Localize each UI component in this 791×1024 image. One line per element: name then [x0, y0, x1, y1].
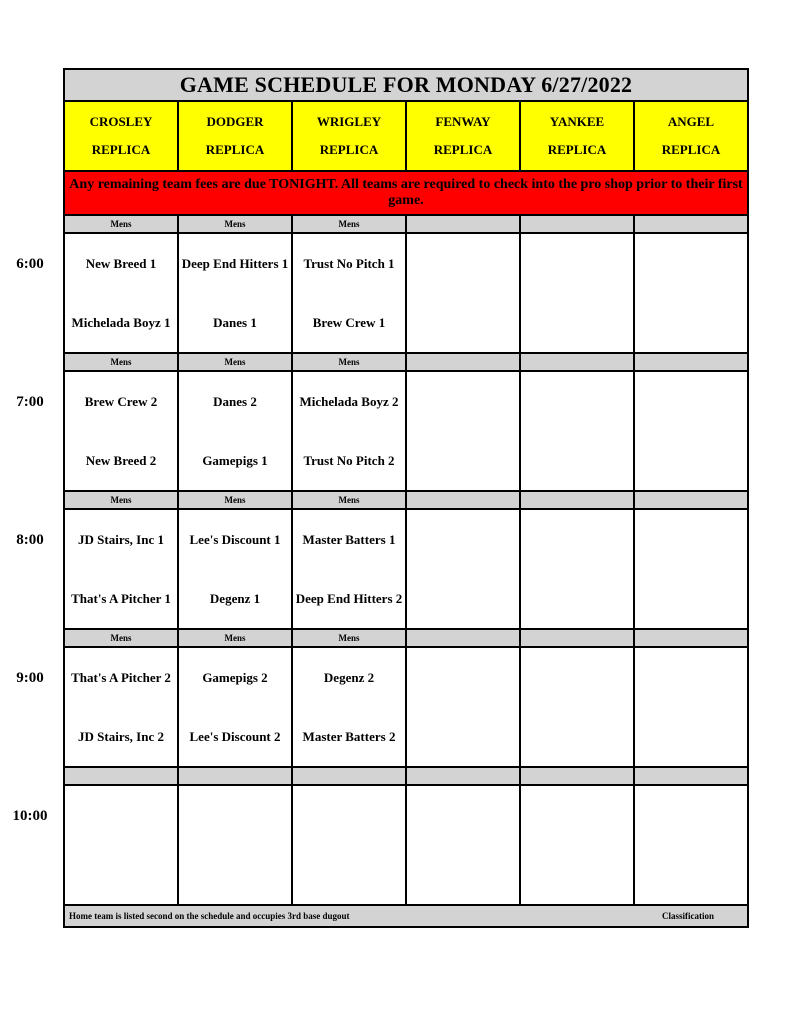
away-team	[635, 510, 747, 569]
division-label	[407, 354, 521, 370]
division-label	[407, 216, 521, 232]
game-cell	[293, 372, 407, 490]
away-team	[635, 372, 747, 431]
game-cell	[521, 786, 635, 904]
away-team	[407, 648, 519, 707]
home-team	[521, 293, 633, 352]
field-name: ANGEL	[667, 114, 715, 129]
game-row	[65, 786, 747, 906]
away-team	[407, 372, 519, 431]
field-name: DODGER	[206, 114, 264, 129]
away-team	[635, 234, 747, 293]
schedule-table	[63, 68, 749, 928]
home-team	[293, 845, 405, 904]
away-team: Master Batters 1	[302, 531, 396, 547]
field-header-wrigley	[293, 102, 407, 170]
division-label: Mens	[65, 354, 179, 370]
division-label-row	[65, 768, 747, 786]
home-team	[521, 707, 633, 766]
home-team	[65, 845, 177, 904]
home-team: That's A Pitcher 1	[71, 590, 171, 606]
division-label	[293, 768, 407, 784]
game-row	[65, 648, 747, 768]
home-team	[407, 293, 519, 352]
field-type: REPLICA	[205, 142, 265, 157]
field-name: WRIGLEY	[316, 114, 382, 129]
time-slots	[65, 216, 747, 906]
home-team	[521, 431, 633, 490]
home-team: Gamepigs 1	[202, 452, 268, 468]
home-team: Danes 1	[213, 314, 257, 330]
field-header-dodger	[179, 102, 293, 170]
game-cell	[407, 372, 521, 490]
field-header-row	[65, 102, 747, 172]
division-label: Mens	[65, 216, 179, 232]
away-team: Michelada Boyz 2	[299, 393, 399, 409]
field-header-fenway	[407, 102, 521, 170]
division-label: Mens	[65, 630, 179, 646]
game-cell	[635, 786, 747, 904]
game-cell	[293, 510, 407, 628]
home-team	[635, 431, 747, 490]
home-team	[407, 431, 519, 490]
division-label	[407, 492, 521, 508]
game-cell	[293, 234, 407, 352]
home-team	[635, 707, 747, 766]
field-name: FENWAY	[435, 114, 491, 129]
game-cell	[65, 372, 179, 490]
away-team	[521, 786, 633, 845]
game-cell	[179, 786, 293, 904]
game-row	[65, 234, 747, 354]
game-cell	[293, 648, 407, 766]
home-team	[407, 707, 519, 766]
game-cell	[407, 234, 521, 352]
away-team: Trust No Pitch 1	[303, 255, 395, 271]
division-label: Mens	[179, 630, 293, 646]
away-team	[521, 234, 633, 293]
away-team: Gamepigs 2	[202, 669, 268, 685]
division-label	[635, 216, 747, 232]
game-cell	[521, 648, 635, 766]
game-cell	[521, 234, 635, 352]
division-label	[521, 492, 635, 508]
away-team: JD Stairs, Inc 1	[78, 531, 164, 547]
division-label	[521, 354, 635, 370]
division-label	[521, 216, 635, 232]
away-team: Lee's Discount 1	[189, 531, 281, 547]
home-team	[179, 845, 291, 904]
game-row	[65, 372, 747, 492]
game-cell	[635, 234, 747, 352]
game-cell	[521, 510, 635, 628]
division-label	[65, 768, 179, 784]
home-team	[521, 845, 633, 904]
game-cell	[65, 648, 179, 766]
game-cell	[407, 648, 521, 766]
game-cell	[65, 234, 179, 352]
division-label-row	[65, 354, 747, 372]
division-label: Mens	[179, 354, 293, 370]
division-label: Mens	[293, 354, 407, 370]
game-cell	[65, 510, 179, 628]
division-label: Mens	[293, 216, 407, 232]
home-team	[407, 569, 519, 628]
home-team	[635, 293, 747, 352]
away-team	[407, 786, 519, 845]
fee-notice: Any remaining team fees are due TONIGHT. All teams are required to check into the pro shop prior to their first game.	[65, 172, 747, 216]
division-label-row	[65, 492, 747, 510]
away-team	[635, 786, 747, 845]
division-label: Mens	[65, 492, 179, 508]
away-team	[521, 510, 633, 569]
away-team	[179, 786, 291, 845]
away-team: Brew Crew 2	[84, 393, 158, 409]
time-label: 6:00	[16, 256, 44, 272]
field-name: YANKEE	[549, 114, 605, 129]
division-label: Mens	[179, 492, 293, 508]
away-team	[407, 510, 519, 569]
away-team	[635, 648, 747, 707]
game-cell	[635, 648, 747, 766]
field-header-angel	[635, 102, 747, 170]
division-label	[407, 630, 521, 646]
game-cell	[521, 372, 635, 490]
away-team: Danes 2	[213, 393, 257, 409]
field-type: REPLICA	[319, 142, 379, 157]
game-cell	[407, 786, 521, 904]
classification-label: Classification	[661, 911, 714, 921]
footer-row	[65, 906, 747, 926]
division-label: Mens	[293, 492, 407, 508]
home-team: Brew Crew 1	[312, 314, 386, 330]
field-type: REPLICA	[433, 142, 493, 157]
home-team: Trust No Pitch 2	[303, 452, 395, 468]
division-label-row	[65, 216, 747, 234]
home-team: Master Batters 2	[302, 728, 396, 744]
division-label	[635, 354, 747, 370]
home-team	[635, 569, 747, 628]
game-row	[65, 510, 747, 630]
away-team: New Breed 1	[85, 255, 157, 271]
home-team: Deep End Hitters 2	[295, 590, 403, 606]
division-label	[521, 768, 635, 784]
home-team: JD Stairs, Inc 2	[78, 728, 164, 744]
away-team: Deep End Hitters 1	[181, 255, 289, 271]
away-team	[65, 786, 177, 845]
field-header-crosley	[65, 102, 179, 170]
away-team: That's A Pitcher 2	[71, 669, 171, 685]
game-cell	[179, 648, 293, 766]
away-team	[407, 234, 519, 293]
division-label	[635, 492, 747, 508]
time-label: 10:00	[12, 808, 48, 824]
division-label	[635, 630, 747, 646]
division-label	[521, 630, 635, 646]
home-team: Michelada Boyz 1	[71, 314, 171, 330]
field-type: REPLICA	[91, 142, 151, 157]
time-label: 8:00	[16, 532, 44, 548]
game-cell	[293, 786, 407, 904]
field-name: CROSLEY	[89, 114, 153, 129]
field-type: REPLICA	[547, 142, 607, 157]
division-label: Mens	[293, 630, 407, 646]
field-type: REPLICA	[661, 142, 721, 157]
away-team	[293, 786, 405, 845]
division-label	[407, 768, 521, 784]
page-title: GAME SCHEDULE FOR MONDAY 6/27/2022	[65, 70, 747, 102]
time-label: 9:00	[16, 670, 44, 686]
game-cell	[65, 786, 179, 904]
game-cell	[635, 510, 747, 628]
home-team: Degenz 1	[209, 590, 261, 606]
home-team	[635, 845, 747, 904]
division-label	[635, 768, 747, 784]
field-header-yankee	[521, 102, 635, 170]
game-cell	[179, 372, 293, 490]
division-label	[179, 768, 293, 784]
division-label-row	[65, 630, 747, 648]
home-team	[521, 569, 633, 628]
away-team	[521, 372, 633, 431]
time-label: 7:00	[16, 394, 44, 410]
division-label: Mens	[179, 216, 293, 232]
home-team: Lee's Discount 2	[189, 728, 281, 744]
home-team: New Breed 2	[85, 452, 157, 468]
game-cell	[407, 510, 521, 628]
game-cell	[635, 372, 747, 490]
away-team: Degenz 2	[323, 669, 375, 685]
game-cell	[179, 234, 293, 352]
home-team	[407, 845, 519, 904]
home-team-note: Home team is listed second on the schedule and occupies 3rd base dugout	[69, 911, 350, 921]
game-cell	[179, 510, 293, 628]
away-team	[521, 648, 633, 707]
